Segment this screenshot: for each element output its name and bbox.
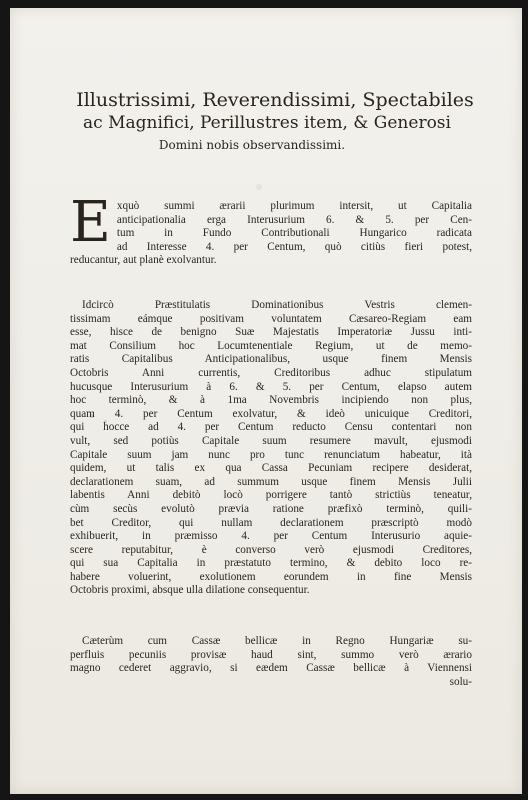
- paragraph-2-line: quam 4. per Centum exolvatur, & ideò unicuique Creditori,: [70, 407, 472, 420]
- ink-blot: [256, 184, 262, 190]
- paragraph-2-line: Idcircò Præstitulatis Dominationibus Vestris clemen-: [82, 299, 472, 311]
- paragraph-2-line: esse, hisce de benigno Suæ Majestatis Imperatoriæ Jussu inti-: [70, 326, 472, 339]
- paragraph-2-line: hucusque Interusurium à 6. & 5. per Centum, elapso autem: [70, 380, 472, 393]
- paragraph-2-line: Octobris Anni currentis, Creditoribus adhuc stipulatum: [70, 366, 472, 379]
- paragraph-3-line: perfluis pecuniis provisæ haud sint, summo verò ærario: [70, 648, 472, 661]
- paragraph-1-line: tum in Fundo Contributionali Hungarico radicata: [116, 227, 472, 240]
- paragraph-1-line: anticipationalia erga Interusurium 6. & 5. per Cen-: [116, 213, 472, 226]
- paragraph-2-line: cùm secùs evolutò prævia ratione præfixò terminò, quili-: [70, 502, 472, 515]
- paragraph-2-line: ratis Capitalibus Anticipationalibus, usque finem Mensis: [70, 353, 472, 366]
- paragraph-2-line: quidem, ut talis ex qua Cassa Pecuniam recipere desiderat,: [70, 462, 472, 475]
- paragraph-3-line: Cæterùm cum Cassæ bellicæ in Regno Hungariæ su-: [82, 635, 472, 647]
- paragraph-2-line: habere voluerint, exolutionem eorundem in fine Mensis: [70, 570, 472, 583]
- heading-line-2: ac Magnifici, Perillustres item, & Generosi: [83, 113, 451, 133]
- paragraph-1: [70, 190, 472, 268]
- heading-line-1: Illustrissimi, Reverendissimi, Spectabiles: [76, 89, 474, 111]
- paragraph-2-line: labentis Anni debitò locò porrigere tantò strictiùs teneatur,: [70, 489, 472, 502]
- paragraph-2-line: tissimam eámque positivam voluntatem Cæsareo-Regiam eam: [70, 312, 472, 325]
- catchword: solu-: [449, 675, 472, 688]
- document-heading: [10, 88, 522, 154]
- document-page: [10, 8, 522, 794]
- paragraph-3: [70, 635, 472, 689]
- paragraph-2-line: exhibuerit, in præmisso 4. per Centum Interusurio aquie-: [70, 530, 472, 543]
- paragraph-2-line: qui hocce ad 4. per Centum reducto Censu contentari non: [70, 421, 472, 434]
- paragraph-2-line: Capitale suum jam nunc pro tunc renunciatum habeatur, ità: [70, 448, 472, 461]
- paragraph-2-line: declarationem suam, ad summum usque finem Mensis Julii: [70, 475, 472, 488]
- paragraph-2-line: qui sua Capitalia in præstatuto termino, & debito loco re-: [70, 557, 472, 570]
- paragraph-1-line: xquò summi ærarii plurimum intersit, ut Capitalia: [116, 200, 472, 212]
- drop-cap: E: [70, 190, 111, 255]
- paragraph-2-line: hoc terminò, & à 1ma Novembris incipiendo non plus,: [70, 394, 472, 407]
- paragraph-2-line: mat Consilium hoc Locumtenentiale Regium, ut de memo-: [70, 339, 472, 352]
- heading-line-3: Domini nobis observandissimi.: [158, 138, 346, 152]
- paragraph-1-line: ad Interesse 4. per Centum, quò citiùs fieri potest,: [116, 240, 472, 253]
- paragraph-1-line: reducantur, aut planè exolvantur.: [70, 254, 217, 267]
- paragraph-2-line: scere reputabitur, è converso verò ejusmodi Creditores,: [70, 543, 472, 556]
- paragraph-2-line: vult, sed potiùs Capitale suum resumere mavult, ejusmodi: [70, 434, 472, 447]
- paragraph-2-line: bet Creditor, qui nullam declarationem præscriptò modò: [70, 516, 472, 529]
- paragraph-2-line: Octobris proximi, absque ulla dilatione consequentur.: [70, 584, 310, 597]
- paragraph-2: [70, 299, 472, 598]
- paragraph-3-line: magno cederet aggravio, si eædem Cassæ bellicæ à Viennensi: [70, 662, 472, 675]
